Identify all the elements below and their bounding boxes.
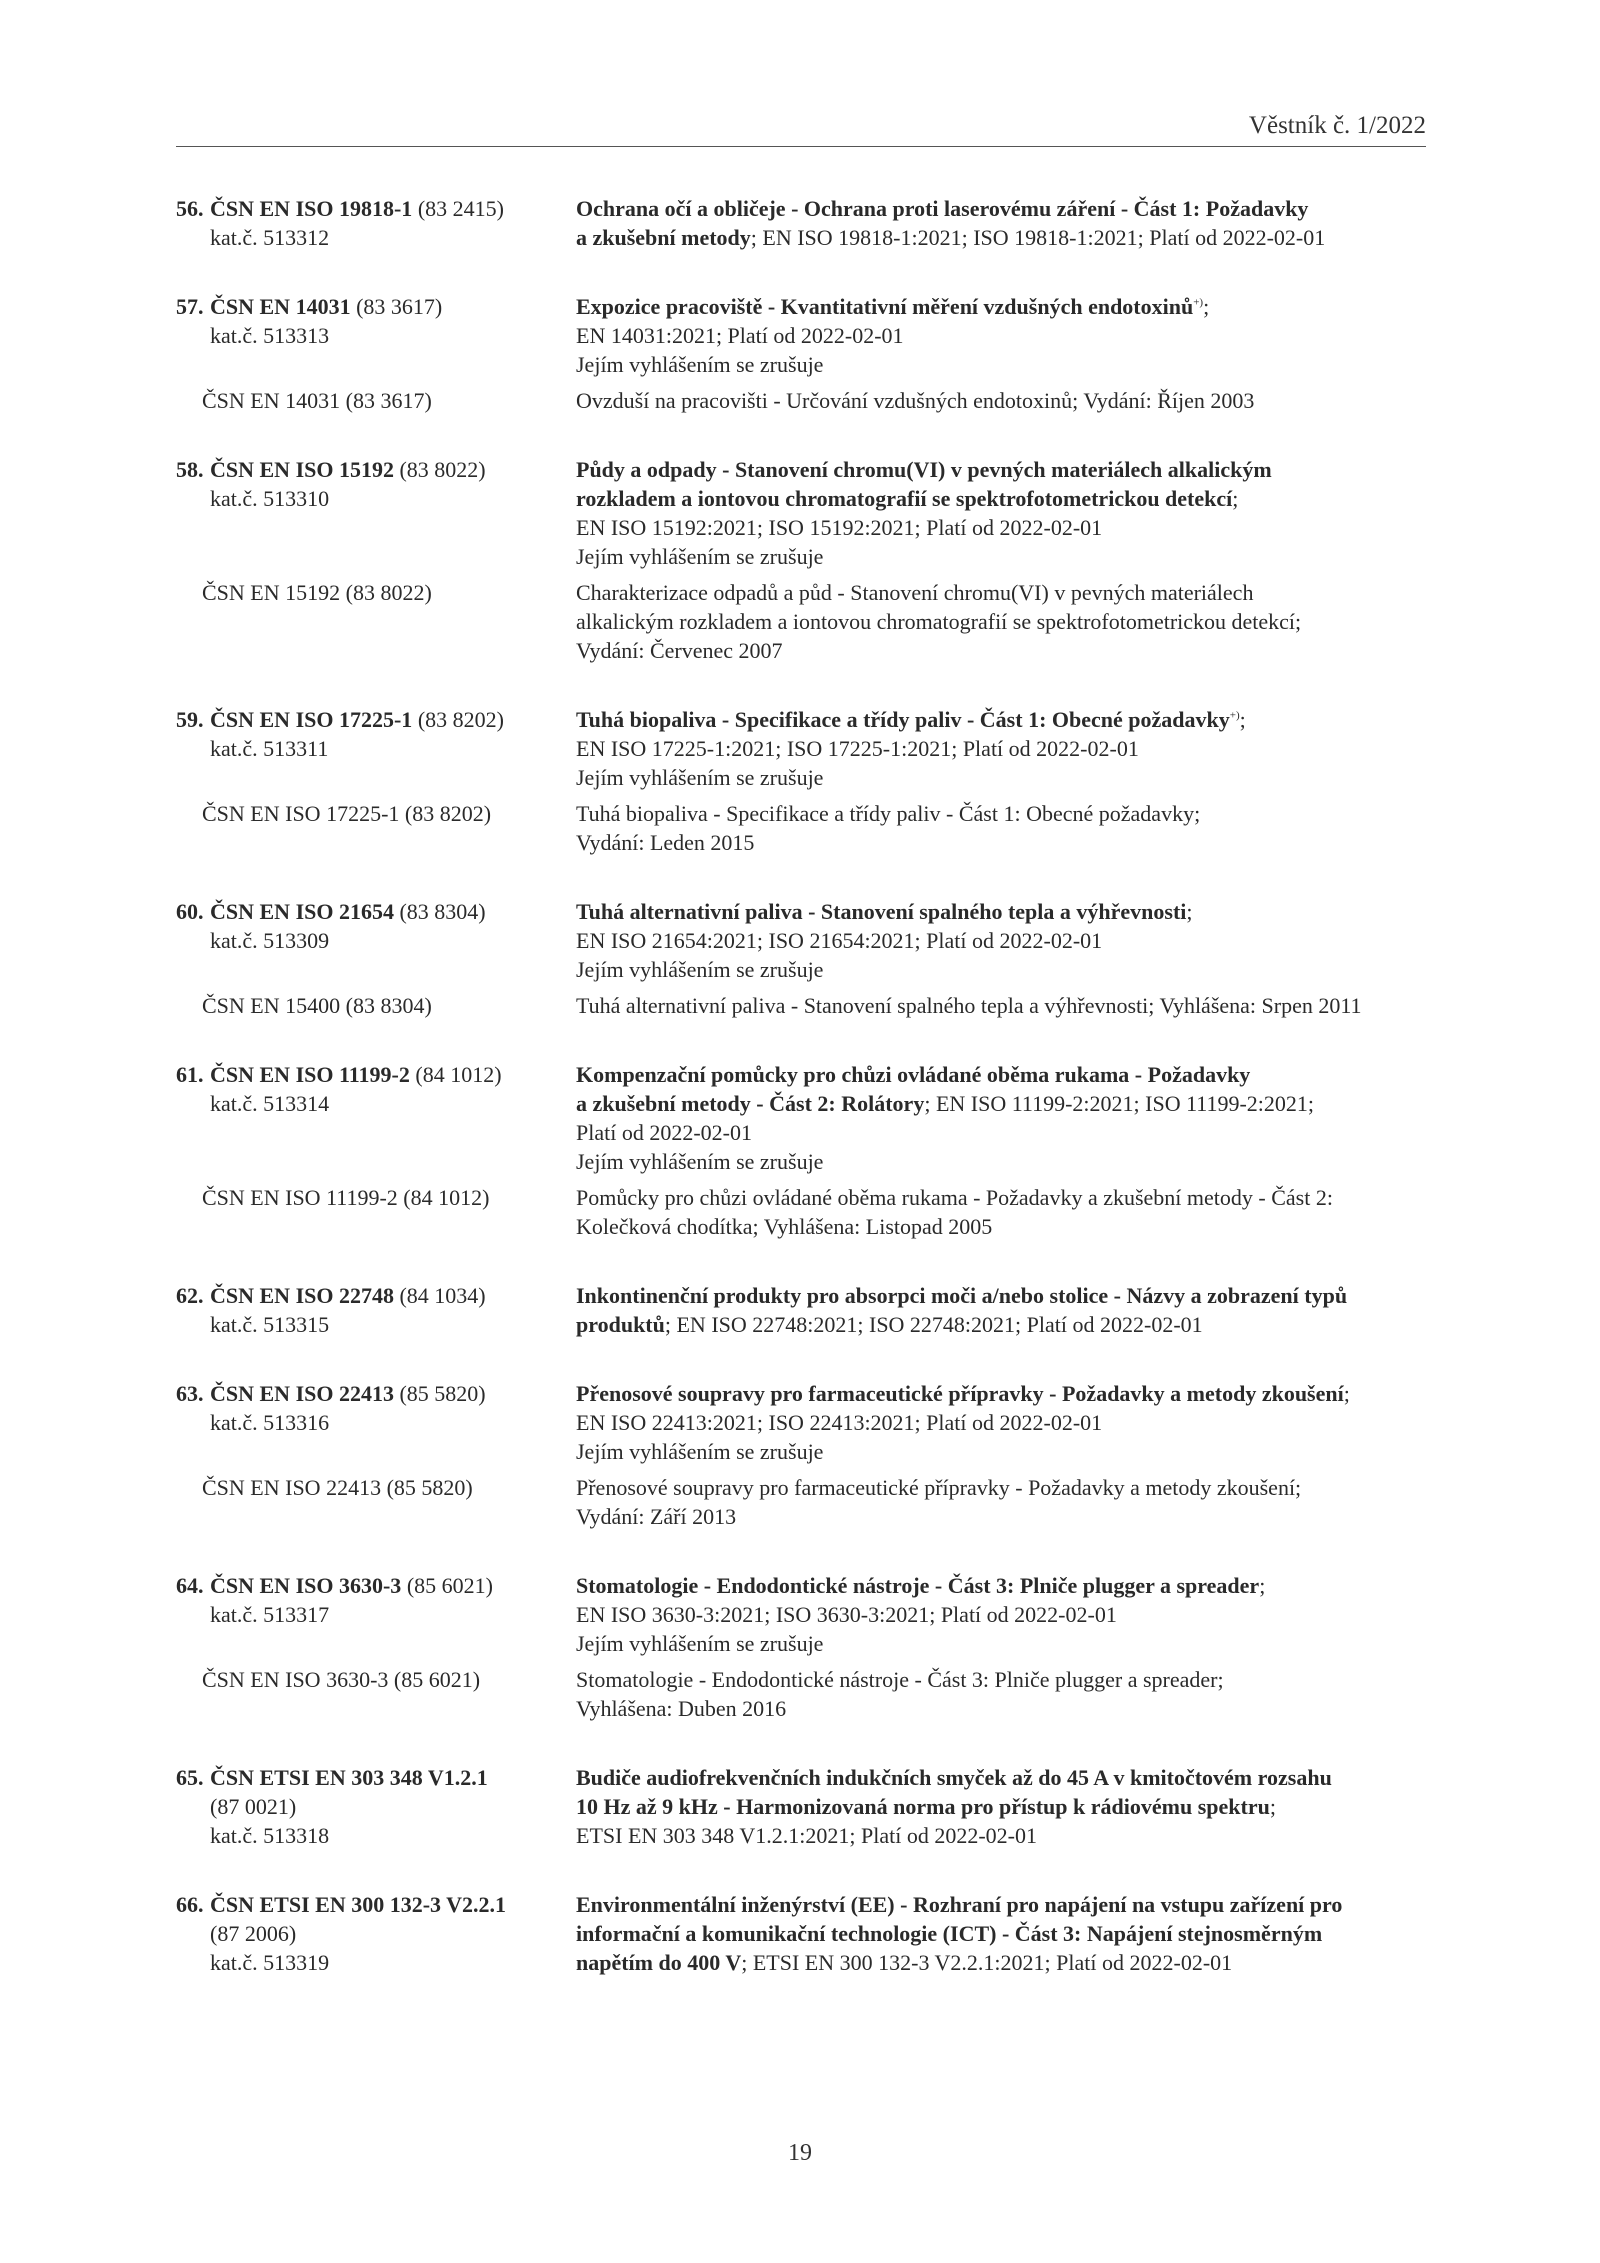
classification: (85 6021) xyxy=(406,1573,493,1598)
classification: (83 8022) xyxy=(399,457,486,482)
replaced-title: Charakterizace odpadů a půd - Stanovení chromu(VI) v pevných materiálech xyxy=(576,580,1254,605)
replaced-title: Tuhá alternativní paliva - Stanovení spalného tepla a výhřevnosti; Vyhlášena: Srpen 2011 xyxy=(576,993,1362,1018)
standard-title: Tuhá biopaliva - Specifikace a třídy paliv - Část 1: Obecné požadavky xyxy=(576,707,1230,732)
standards-list xyxy=(176,194,1436,2017)
standard-refs: ; ETSI EN 300 132-3 V2.2.1:2021; Platí od 2022-02-01 xyxy=(741,1950,1233,1975)
standard-refs: EN ISO 22413:2021; ISO 22413:2021; Platí od 2022-02-01 xyxy=(576,1410,1103,1435)
classification: (85 5820) xyxy=(399,1381,486,1406)
list-item: 63. ČSN EN ISO 22413 (85 5820) kat.č. 513316 Přenosové soupravy pro farmaceutické přípravky - Požadavky a metody zkoušení; EN ISO 22413:2021; ISO 22413:2021; Platí od 2022-02-01 Jejím vyhlášením se zrušuje ČSN EN ISO 22413 (85 5820) Přenosové soupravy pro farmaceutické přípravky - Požadavky a metody zkoušení; Vydání: Září 2013 xyxy=(176,1379,1436,1531)
replaces-note: Jejím vyhlášením se zrušuje xyxy=(576,1631,824,1656)
entry-number: 64. xyxy=(176,1573,204,1598)
entry-number: 57. xyxy=(176,294,204,319)
standard-title: Expozice pracoviště - Kvantitativní měření vzdušných endotoxinů xyxy=(576,294,1194,319)
entry-number: 62. xyxy=(176,1283,204,1308)
standard-title: Přenosové soupravy pro farmaceutické přípravky - Požadavky a metody zkoušení xyxy=(576,1381,1344,1406)
standard-code: ČSN EN ISO 22748 xyxy=(210,1283,394,1308)
entry-number: 59. xyxy=(176,707,204,732)
standard-refs: EN ISO 21654:2021; ISO 21654:2021; Platí od 2022-02-01 xyxy=(576,928,1103,953)
catalog-number: kat.č. 513312 xyxy=(210,225,330,250)
standard-title-cont: produktů xyxy=(576,1312,665,1337)
standard-refs: ; EN ISO 22748:2021; ISO 22748:2021; Platí od 2022-02-01 xyxy=(664,1312,1203,1337)
replaced-standard: ČSN EN ISO 22413 (85 5820) xyxy=(202,1475,473,1500)
standard-refs: EN 14031:2021; Platí od 2022-02-01 xyxy=(576,323,904,348)
standard-title: Půdy a odpady - Stanovení chromu(VI) v pevných materiálech alkalickým xyxy=(576,457,1272,482)
standard-refs: ETSI EN 303 348 V1.2.1:2021; Platí od 2022-02-01 xyxy=(576,1823,1037,1848)
replaced-issue: Kolečková chodítka; Vyhlášena: Listopad 2005 xyxy=(576,1214,993,1239)
catalog-number: kat.č. 513311 xyxy=(210,736,329,761)
catalog-number: kat.č. 513319 xyxy=(210,1950,330,1975)
standard-title: Stomatologie - Endodontické nástroje - Část 3: Plniče plugger a spreader xyxy=(576,1573,1260,1598)
classification: (83 8304) xyxy=(399,899,486,924)
replaces-note: Jejím vyhlášením se zrušuje xyxy=(576,765,824,790)
classification: (87 0021) xyxy=(210,1794,297,1819)
standard-code: ČSN EN ISO 21654 xyxy=(210,899,394,924)
standard-title: Ochrana očí a obličeje - Ochrana proti laserovému záření - Část 1: Požadavky xyxy=(576,196,1309,221)
replaced-issue: Vydání: Červenec 2007 xyxy=(576,638,783,663)
standard-title-cont: napětím do 400 V xyxy=(576,1950,742,1975)
standard-code: ČSN EN ISO 11199-2 xyxy=(210,1062,410,1087)
replaced-title: Pomůcky pro chůzi ovládané oběma rukama - Požadavky a zkušební metody - Část 2: xyxy=(576,1185,1333,1210)
catalog-number: kat.č. 513309 xyxy=(210,928,330,953)
standard-title: Kompenzační pomůcky pro chůzi ovládané oběma rukama - Požadavky xyxy=(576,1062,1251,1087)
list-item: 57. ČSN EN 14031 (83 3617) kat.č. 513313 Expozice pracoviště - Kvantitativní měření vzdušných endotoxinů+); EN 14031:2021; Platí od 2022-02-01 Jejím vyhlášením se zrušuje ČSN EN 14031 (83 3617) Ovzduší na pracovišti - Určování vzdušných endotoxinů; Vydání: Říjen 2003 xyxy=(176,292,1436,415)
standard-title: Environmentální inženýrství (EE) - Rozhraní pro napájení na vstupu zařízení pro xyxy=(576,1892,1343,1917)
footnote-mark: +) xyxy=(1193,296,1204,309)
standard-code: ČSN EN ISO 22413 xyxy=(210,1381,394,1406)
standard-title: Inkontinenční produkty pro absorpci moči a/nebo stolice - Názvy a zobrazení typů xyxy=(576,1283,1348,1308)
standard-title-cont: a zkušební metody - Část 2: Rolátory xyxy=(576,1091,925,1116)
catalog-number: kat.č. 513318 xyxy=(210,1823,330,1848)
entry-number: 66. xyxy=(176,1892,204,1917)
classification: (84 1034) xyxy=(399,1283,486,1308)
catalog-number: kat.č. 513317 xyxy=(210,1602,330,1627)
standard-refs: ; EN ISO 11199-2:2021; ISO 11199-2:2021; xyxy=(924,1091,1315,1116)
title-separator: ; xyxy=(1269,1794,1276,1819)
replaced-issue: Vyhlášena: Duben 2016 xyxy=(576,1696,787,1721)
page-header xyxy=(176,110,1426,147)
standard-refs: EN ISO 3630-3:2021; ISO 3630-3:2021; Platí od 2022-02-01 xyxy=(576,1602,1117,1627)
standard-code: ČSN EN 14031 xyxy=(210,294,351,319)
classification: (84 1012) xyxy=(415,1062,502,1087)
classification: (83 8202) xyxy=(417,707,504,732)
classification: (87 2006) xyxy=(210,1921,297,1946)
standard-title-cont: rozkladem a iontovou chromatografií se spektrofotometrickou detekcí xyxy=(576,486,1233,511)
entry-number: 56. xyxy=(176,196,204,221)
standard-refs: ; EN ISO 19818-1:2021; ISO 19818-1:2021; Platí od 2022-02-01 xyxy=(750,225,1326,250)
list-item: 58. ČSN EN ISO 15192 (83 8022) kat.č. 513310 Půdy a odpady - Stanovení chromu(VI) v pevných materiálech alkalickým rozkladem a iontovou chromatografií se spektrofotometrickou detekcí; EN ISO 15192:2021; ISO 15192:2021; Platí od 2022-02-01 Jejím vyhlášením se zrušuje ČSN EN 15192 (83 8022) Charakterizace odpadů a půd - Stanovení chromu(VI) v pevných materiálech alkalickým rozkladem a iontovou chromatografií se spektrofotometrickou detekcí; Vydání: Červenec 2007 xyxy=(176,455,1436,665)
standard-title: Tuhá alternativní paliva - Stanovení spalného tepla a výhřevnosti xyxy=(576,899,1187,924)
standard-code: ČSN EN ISO 17225-1 xyxy=(210,707,413,732)
list-item: 60. ČSN EN ISO 21654 (83 8304) kat.č. 513309 Tuhá alternativní paliva - Stanovení spalného tepla a výhřevnosti; EN ISO 21654:2021; ISO 21654:2021; Platí od 2022-02-01 Jejím vyhlášením se zrušuje ČSN EN 15400 (83 8304) Tuhá alternativní paliva - Stanovení spalného tepla a výhřevnosti; Vyhlášena: Srpen 2011 xyxy=(176,897,1436,1020)
validity-date: Platí od 2022-02-01 xyxy=(576,1120,752,1145)
replaced-standard: ČSN EN ISO 3630-3 (85 6021) xyxy=(202,1667,481,1692)
list-item: 59. ČSN EN ISO 17225-1 (83 8202) kat.č. 513311 Tuhá biopaliva - Specifikace a třídy paliv - Část 1: Obecné požadavky+); EN ISO 17225-1:2021; ISO 17225-1:2021; Platí od 2022-02-01 Jejím vyhlášením se zrušuje ČSN EN ISO 17225-1 (83 8202) Tuhá biopaliva - Specifikace a třídy paliv - Část 1: Obecné požadavky; Vydání: Leden 2015 xyxy=(176,705,1436,857)
standard-code: ČSN EN ISO 3630-3 xyxy=(210,1573,402,1598)
standard-title: Budiče audiofrekvenčních indukčních smyček až do 45 A v kmitočtovém rozsahu xyxy=(576,1765,1332,1790)
bulletin-title: Věstník č. 1/2022 xyxy=(1248,112,1426,139)
list-item xyxy=(176,1763,1436,1850)
replaced-title: Ovzduší na pracovišti - Určování vzdušných endotoxinů; Vydání: Říjen 2003 xyxy=(576,388,1255,413)
entry-number: 58. xyxy=(176,457,204,482)
replaced-title: Tuhá biopaliva - Specifikace a třídy paliv - Část 1: Obecné požadavky; xyxy=(576,801,1201,826)
replaced-issue: Vydání: Leden 2015 xyxy=(576,830,755,855)
standard-title-cont: 10 Hz až 9 kHz - Harmonizovaná norma pro přístup k rádiovému spektru xyxy=(576,1794,1270,1819)
standard-code: ČSN EN ISO 15192 xyxy=(210,457,394,482)
page-number: 19 xyxy=(788,2140,812,2166)
replaces-note: Jejím vyhlášením se zrušuje xyxy=(576,1149,824,1174)
standard-code: ČSN ETSI EN 300 132-3 V2.2.1 xyxy=(210,1892,507,1917)
replaced-standard: ČSN EN 15192 (83 8022) xyxy=(202,580,432,605)
footnote-mark: +) xyxy=(1229,709,1240,722)
replaced-standard: ČSN EN 14031 (83 3617) xyxy=(202,388,432,413)
catalog-number: kat.č. 513314 xyxy=(210,1091,330,1116)
replaces-note: Jejím vyhlášením se zrušuje xyxy=(576,1439,824,1464)
standard-title-cont: informační a komunikační technologie (ICT) - Část 3: Napájení stejnosměrným xyxy=(576,1921,1323,1946)
entry-number: 61. xyxy=(176,1062,204,1087)
list-item: 64. ČSN EN ISO 3630-3 (85 6021) kat.č. 513317 Stomatologie - Endodontické nástroje - Část 3: Plniče plugger a spreader; EN ISO 3630-3:2021; ISO 3630-3:2021; Platí od 2022-02-01 Jejím vyhlášením se zrušuje ČSN EN ISO 3630-3 (85 6021) Stomatologie - Endodontické nástroje - Část 3: Plniče plugger a spreader; Vyhlášena: Duben 2016 xyxy=(176,1571,1436,1723)
replaced-title: Přenosové soupravy pro farmaceutické přípravky - Požadavky a metody zkoušení; xyxy=(576,1475,1302,1500)
replaced-title-cont: alkalickým rozkladem a iontovou chromatografií se spektrofotometrickou detekcí; xyxy=(576,609,1302,634)
catalog-number: kat.č. 513315 xyxy=(210,1312,330,1337)
replaced-standard: ČSN EN ISO 11199-2 (84 1012) xyxy=(202,1185,490,1210)
replaces-note: Jejím vyhlášením se zrušuje xyxy=(576,544,824,569)
entry-number: 60. xyxy=(176,899,204,924)
standard-code: ČSN ETSI EN 303 348 V1.2.1 xyxy=(210,1765,488,1790)
standard-code: ČSN EN ISO 19818-1 xyxy=(210,196,413,221)
replaced-issue: Vydání: Září 2013 xyxy=(576,1504,737,1529)
standard-refs: EN ISO 17225-1:2021; ISO 17225-1:2021; Platí od 2022-02-01 xyxy=(576,736,1139,761)
entry-number: 65. xyxy=(176,1765,204,1790)
list-item xyxy=(176,1890,1436,1977)
replaces-note: Jejím vyhlášením se zrušuje xyxy=(576,352,824,377)
classification: (83 2415) xyxy=(417,196,504,221)
catalog-number: kat.č. 513310 xyxy=(210,486,330,511)
standard-title-cont: a zkušební metody xyxy=(576,225,751,250)
standard-refs: EN ISO 15192:2021; ISO 15192:2021; Platí od 2022-02-01 xyxy=(576,515,1103,540)
list-item xyxy=(176,194,1436,252)
list-item xyxy=(176,1060,1436,1241)
replaced-standard: ČSN EN 15400 (83 8304) xyxy=(202,993,432,1018)
classification: (83 3617) xyxy=(356,294,443,319)
replaced-title: Stomatologie - Endodontické nástroje - Část 3: Plniče plugger a spreader; xyxy=(576,1667,1224,1692)
list-item xyxy=(176,1281,1436,1339)
catalog-number: kat.č. 513313 xyxy=(210,323,330,348)
replaces-note: Jejím vyhlášením se zrušuje xyxy=(576,957,824,982)
replaced-standard: ČSN EN ISO 17225-1 (83 8202) xyxy=(202,801,492,826)
entry-number: 63. xyxy=(176,1381,204,1406)
catalog-number: kat.č. 513316 xyxy=(210,1410,330,1435)
